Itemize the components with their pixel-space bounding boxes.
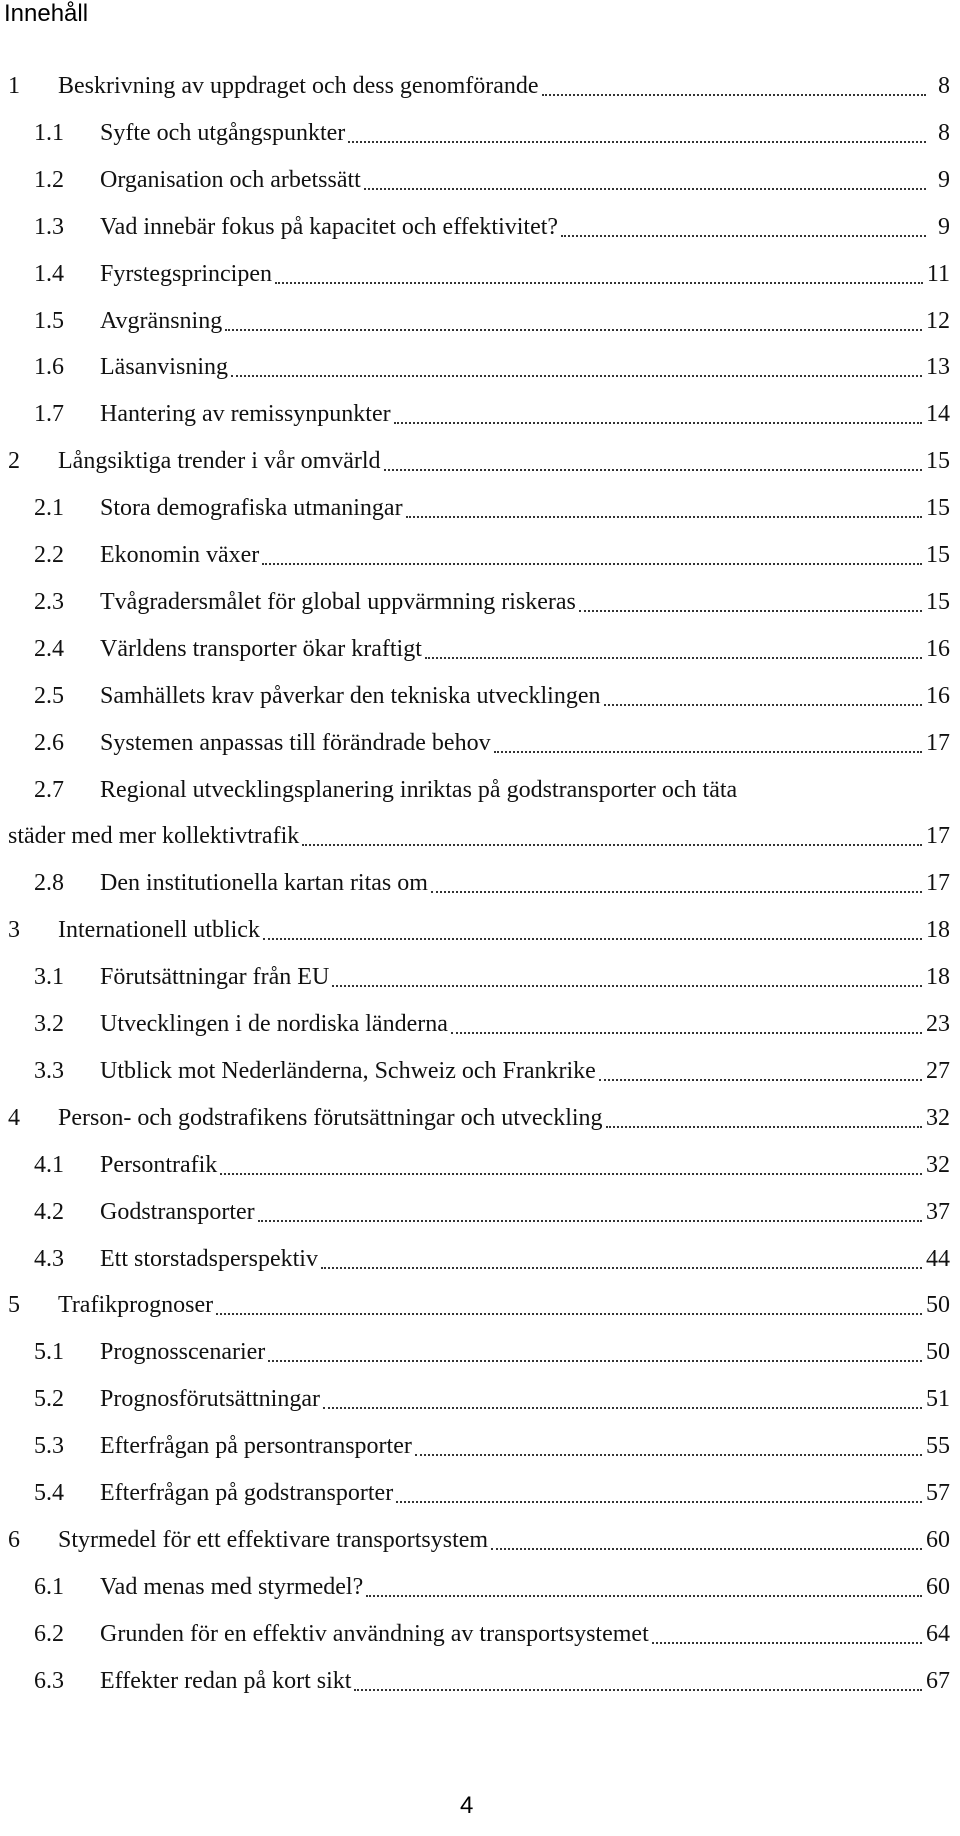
toc-entry-number: 5.3 bbox=[34, 1433, 64, 1460]
toc-entry-title: Utvecklingen i de nordiska länderna bbox=[100, 1011, 448, 1037]
toc-entry-number: 4.2 bbox=[34, 1198, 64, 1225]
toc-entry-title: Trafikprognoser bbox=[58, 1292, 214, 1319]
toc-entry-number: 1.7 bbox=[34, 401, 64, 428]
toc-entry-number: 2.5 bbox=[34, 682, 64, 709]
toc-entry[interactable] bbox=[0, 1049, 960, 1093]
toc-entry-number: 1.4 bbox=[34, 260, 64, 287]
toc-entry-number: 6 bbox=[8, 1526, 20, 1553]
toc-entry-title: Syfte och utgångspunkter bbox=[100, 119, 346, 146]
dot-leader bbox=[384, 468, 922, 471]
toc-entry[interactable] bbox=[0, 533, 960, 577]
toc-entry-number: 4 bbox=[8, 1104, 20, 1131]
dot-leader bbox=[231, 374, 922, 377]
toc-entry-number: 3 bbox=[8, 917, 20, 944]
page-number: 4 bbox=[460, 1792, 474, 1819]
toc-entry[interactable] bbox=[0, 64, 960, 108]
dot-leader bbox=[425, 656, 922, 659]
toc-entry-title: Läsanvisning bbox=[100, 354, 228, 381]
toc-entry[interactable] bbox=[0, 1190, 960, 1234]
toc-entry-page: 12 bbox=[926, 307, 950, 334]
dot-leader bbox=[406, 515, 922, 518]
toc-entry-page: 18 bbox=[926, 964, 950, 991]
dot-leader bbox=[323, 1406, 922, 1409]
toc-entry-title: Utblick mot Nederländerna, Schweiz och Frankrike bbox=[100, 1057, 596, 1084]
toc-entry-page: 8 bbox=[938, 119, 950, 146]
dot-leader bbox=[579, 609, 922, 612]
toc-entry-page: 44 bbox=[926, 1245, 950, 1272]
toc-entry-number: 2.3 bbox=[34, 588, 64, 615]
toc-entry-page: 27 bbox=[926, 1057, 950, 1084]
toc-entry-number: 3.2 bbox=[34, 1011, 64, 1037]
toc-entry-page: 23 bbox=[926, 1011, 950, 1037]
dot-leader bbox=[396, 1500, 922, 1503]
toc-entry-number: 5.4 bbox=[34, 1480, 64, 1506]
toc-entry-number: 5.2 bbox=[34, 1386, 64, 1413]
toc-heading: Innehåll bbox=[4, 0, 89, 27]
toc-entry-title: Internationell utblick bbox=[58, 917, 260, 944]
dot-leader bbox=[354, 1688, 922, 1691]
toc-entry-page: 60 bbox=[926, 1526, 950, 1553]
toc-entry-number: 3.1 bbox=[34, 964, 64, 991]
toc-entry-number: 2.7 bbox=[34, 776, 64, 803]
toc-entry[interactable] bbox=[0, 580, 960, 624]
toc-entry-number: 1.1 bbox=[34, 119, 64, 146]
toc-entry-page: 60 bbox=[926, 1573, 950, 1600]
toc-entry-number: 4.1 bbox=[34, 1151, 64, 1178]
dot-leader bbox=[604, 703, 923, 706]
toc-entry[interactable] bbox=[0, 908, 960, 952]
toc-entry[interactable] bbox=[0, 439, 960, 483]
toc-entry-number: 5 bbox=[8, 1292, 20, 1319]
dot-leader bbox=[652, 1641, 922, 1644]
dot-leader bbox=[431, 890, 922, 893]
toc-entry-title: Systemen anpassas till förändrade behov bbox=[100, 729, 491, 756]
toc-entry-title: Hantering av remissynpunkter bbox=[100, 401, 391, 428]
toc-entry-title: Samhällets krav påverkar den tekniska utvecklingen bbox=[100, 682, 601, 709]
toc-entry[interactable] bbox=[0, 1518, 960, 1562]
toc-entry-title: Prognosscenarier bbox=[100, 1339, 266, 1366]
toc-entry-page: 15 bbox=[926, 448, 950, 475]
toc-entry[interactable] bbox=[0, 768, 960, 859]
toc-entry[interactable] bbox=[0, 486, 960, 530]
dot-leader bbox=[364, 187, 926, 190]
toc-entry-page: 55 bbox=[926, 1433, 950, 1460]
toc-entry-number: 2.4 bbox=[34, 635, 64, 662]
dot-leader bbox=[494, 750, 922, 753]
toc-entry[interactable] bbox=[0, 1565, 960, 1609]
toc-entry-title: Organisation och arbetssätt bbox=[100, 166, 361, 193]
dot-leader bbox=[225, 328, 922, 331]
toc-entry[interactable] bbox=[0, 861, 960, 905]
toc-entry-page: 64 bbox=[926, 1620, 950, 1647]
toc-entry-title: Efterfrågan på persontransporter bbox=[100, 1433, 412, 1460]
dot-leader bbox=[263, 937, 922, 940]
toc-entry-number: 3.3 bbox=[34, 1057, 64, 1084]
toc-entry[interactable] bbox=[0, 1237, 960, 1281]
toc-entry-number: 1 bbox=[8, 73, 20, 99]
toc-entry-page: 67 bbox=[926, 1667, 950, 1694]
toc-entry-number: 1.3 bbox=[34, 213, 64, 240]
dot-leader bbox=[262, 562, 922, 565]
toc-entry-title: Långsiktiga trender i vår omvärld bbox=[58, 448, 381, 475]
toc-entry-page: 11 bbox=[926, 260, 950, 287]
toc-entry-page: 50 bbox=[926, 1339, 950, 1366]
dot-leader bbox=[302, 843, 922, 846]
toc-entry[interactable] bbox=[0, 158, 960, 202]
dot-leader bbox=[332, 984, 922, 987]
dot-leader bbox=[216, 1312, 922, 1315]
toc-entry[interactable] bbox=[0, 392, 960, 436]
dot-leader bbox=[268, 1359, 922, 1362]
toc-entry-page: 14 bbox=[926, 401, 950, 428]
dot-leader bbox=[599, 1078, 922, 1081]
toc-entry[interactable] bbox=[0, 1096, 960, 1140]
toc-entry-title: Den institutionella kartan ritas om bbox=[100, 870, 428, 897]
toc-entry[interactable] bbox=[0, 1424, 960, 1468]
toc-entry-page: 16 bbox=[926, 682, 950, 709]
toc-entry[interactable] bbox=[0, 299, 960, 343]
toc-entry-title: Ekonomin växer bbox=[100, 542, 260, 568]
toc-entry[interactable] bbox=[0, 1377, 960, 1421]
toc-entry-title: Regional utvecklingsplanering inriktas på godstransporter och täta bbox=[100, 776, 738, 803]
toc-entry-title: Vad innebär fokus på kapacitet och effektivitet? bbox=[100, 213, 559, 240]
toc-entry-page: 15 bbox=[926, 495, 950, 522]
toc-entry[interactable] bbox=[0, 627, 960, 671]
toc-entry-title: Avgränsning bbox=[100, 307, 223, 334]
toc-entry-title: Stora demografiska utmaningar bbox=[100, 495, 403, 522]
toc-entry-title: Tvågradersmålet för global uppvärmning riskeras bbox=[100, 588, 576, 615]
toc-entry[interactable] bbox=[0, 1330, 960, 1374]
dot-leader bbox=[220, 1172, 922, 1175]
toc-entry-page: 8 bbox=[938, 73, 950, 99]
dot-leader bbox=[491, 1547, 922, 1550]
toc-entry-title: Fyrstegsprincipen bbox=[100, 260, 272, 287]
dot-leader bbox=[415, 1453, 922, 1456]
toc-entry-title: städer med mer kollektivtrafik bbox=[8, 823, 300, 850]
toc-entry-page: 13 bbox=[926, 354, 950, 381]
toc-entry-number: 2.2 bbox=[34, 542, 64, 568]
toc-entry-title: Ett storstadsperspektiv bbox=[100, 1245, 318, 1272]
dot-leader bbox=[258, 1219, 922, 1222]
toc-entry-page: 17 bbox=[926, 870, 950, 897]
toc-entry-page: 57 bbox=[926, 1480, 950, 1506]
toc-entry-page: 50 bbox=[926, 1292, 950, 1319]
dot-leader bbox=[561, 234, 926, 237]
toc-entry[interactable] bbox=[0, 1143, 960, 1187]
dot-leader bbox=[275, 281, 923, 284]
toc-entry-title: Persontrafik bbox=[100, 1151, 218, 1178]
toc-entry-title: Efterfrågan på godstransporter bbox=[100, 1480, 394, 1506]
toc-entry-title: Styrmedel för ett effektivare transportsystem bbox=[58, 1526, 489, 1553]
toc-entry-page: 9 bbox=[938, 166, 950, 193]
toc-entry-page: 51 bbox=[926, 1386, 950, 1413]
dot-leader bbox=[451, 1031, 922, 1034]
toc-entry-number: 2 bbox=[8, 448, 20, 475]
dot-leader bbox=[348, 140, 926, 143]
toc-entry[interactable] bbox=[0, 345, 960, 389]
toc-entry-page: 18 bbox=[926, 917, 950, 944]
toc-entry-title: Världens transporter ökar kraftigt bbox=[100, 635, 422, 662]
toc-entry[interactable] bbox=[0, 252, 960, 296]
toc-entry-page: 15 bbox=[926, 542, 950, 568]
dot-leader bbox=[542, 93, 926, 96]
toc-entry-title: Vad menas med styrmedel? bbox=[100, 1573, 364, 1600]
toc-entry[interactable] bbox=[0, 1612, 960, 1656]
toc-entry-title: Effekter redan på kort sikt bbox=[100, 1667, 352, 1694]
toc-entry-page: 32 bbox=[926, 1151, 950, 1178]
toc-entry-number: 6.3 bbox=[34, 1667, 64, 1694]
toc-entry-page: 16 bbox=[926, 635, 950, 662]
toc-entry[interactable] bbox=[0, 721, 960, 765]
toc-entry[interactable] bbox=[0, 1283, 960, 1327]
toc-entry-page: 15 bbox=[926, 588, 950, 615]
toc-entry[interactable] bbox=[0, 1659, 960, 1703]
toc-entry-number: 1.2 bbox=[34, 166, 64, 193]
toc-entry-page: 9 bbox=[938, 213, 950, 240]
toc-entry-page: 17 bbox=[926, 823, 950, 850]
toc-entry-title: Godstransporter bbox=[100, 1198, 255, 1225]
toc-entry-number: 5.1 bbox=[34, 1339, 64, 1366]
toc-entry-title: Grunden för en effektiv användning av transportsystemet bbox=[100, 1620, 649, 1647]
toc-entry-number: 2.8 bbox=[34, 870, 64, 897]
toc-entry-number: 6.1 bbox=[34, 1573, 64, 1600]
toc-entry[interactable] bbox=[0, 955, 960, 999]
toc-entry-title: Prognosförutsättningar bbox=[100, 1386, 320, 1413]
toc-entry-number: 2.1 bbox=[34, 495, 64, 522]
toc-entry-page: 17 bbox=[926, 729, 950, 756]
toc-entry-number: 1.6 bbox=[34, 354, 64, 381]
toc-entry-title: Beskrivning av uppdraget och dess genomförande bbox=[58, 73, 539, 99]
toc-entry[interactable] bbox=[0, 1002, 960, 1046]
toc-entry-number: 2.6 bbox=[34, 729, 64, 756]
dot-leader bbox=[321, 1266, 922, 1269]
toc-entry-title: Person- och godstrafikens förutsättningar och utveckling bbox=[58, 1104, 603, 1131]
toc-entry-page: 37 bbox=[926, 1198, 950, 1225]
toc-entry[interactable] bbox=[0, 111, 960, 155]
toc-entry-title: Förutsättningar från EU bbox=[100, 964, 330, 991]
toc-entry-number: 6.2 bbox=[34, 1620, 64, 1647]
toc-entry-number: 4.3 bbox=[34, 1245, 64, 1272]
toc-entry-number: 1.5 bbox=[34, 307, 64, 334]
toc-entry[interactable] bbox=[0, 1471, 960, 1515]
toc-entry-page: 32 bbox=[926, 1104, 950, 1131]
dot-leader bbox=[606, 1125, 922, 1128]
dot-leader bbox=[366, 1594, 922, 1597]
toc-entry[interactable] bbox=[0, 205, 960, 249]
toc-entry[interactable] bbox=[0, 674, 960, 718]
dot-leader bbox=[394, 421, 922, 424]
